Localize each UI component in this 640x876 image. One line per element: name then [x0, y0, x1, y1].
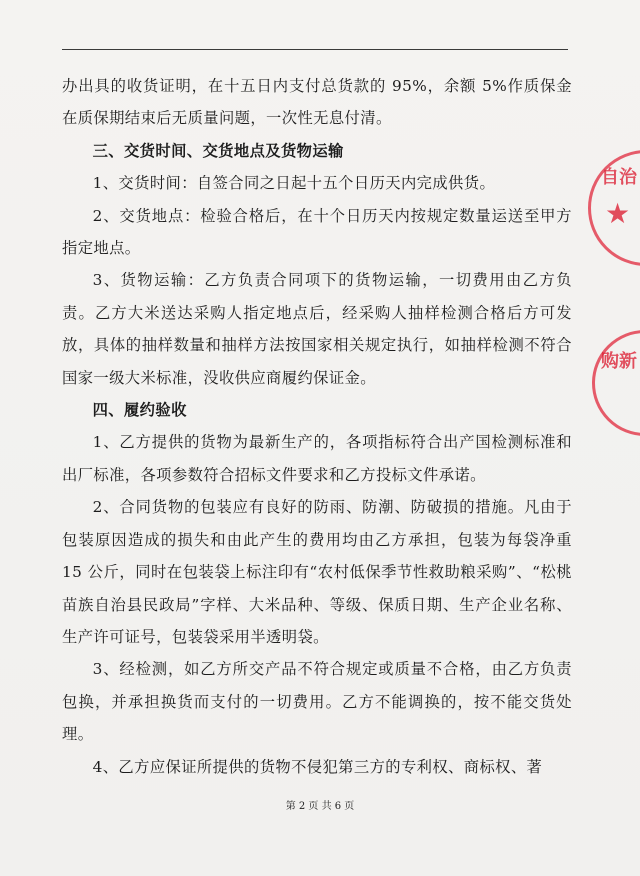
paragraph-acceptance-4: 4、乙方应保证所提供的货物不侵犯第三方的专利权、商标权、著: [92, 757, 543, 776]
red-seal-top: [588, 150, 640, 266]
heading-delivery: 三、交货时间、交货地点及货物运输: [92, 141, 344, 160]
paragraph-acceptance-2: 2、合同货物的包装应有良好的防雨、防潮、防破损的措施。凡由于包装原因造成的损失和由此产生的费用均由乙方承担，包装为每袋净重 15 公斤，同时在包装袋上标注印有“农村低保季节性救助粮采购”、“松桃苗族自治县民政局”字样、大米品种、等级、保质日期、生产企业名称、生产许可证号，包装袋采用半透明袋。: [62, 498, 572, 646]
paragraph-transport: 3、货物运输：乙方负责合同项下的货物运输，一切费用由乙方负责。乙方大米送达采购人指定地点后，经采购人抽样检测合格后方可发放，具体的抽样数量和抽样方法按国家相关规定执行，如抽样检测不符合国家一级大米标准，没收供应商履约保证金。: [62, 271, 572, 387]
paragraph-acceptance-1: 1、乙方提供的货物为最新生产的，各项指标符合出产国检测标准和出厂标准，各项参数符合招标文件要求和乙方投标文件承诺。: [62, 433, 572, 484]
paragraph-payment: 办出具的收货证明，在十五日内支付总货款的 95%，余额 5%作质保金在质保期结束后无质量问题，一次性无息付清。: [62, 77, 572, 128]
red-seal-bottom: [592, 330, 640, 436]
header-rule: [62, 49, 568, 50]
seal-text-bottom: 购新: [601, 351, 637, 372]
paragraph-acceptance-3: 3、经检测，如乙方所交产品不符合规定或质量不合格，由乙方负责包换，并承担换货而支付的一切费用。乙方不能调换的，按不能交货处理。: [62, 660, 572, 744]
seal-star-icon: ★: [605, 197, 631, 230]
page-number: 第 2 页 共 6 页: [285, 801, 355, 812]
seal-text-top: 自治: [601, 167, 637, 188]
paragraph-delivery-time: 1、交货时间：自签合同之日起十五个日历天内完成供货。: [92, 174, 496, 193]
heading-acceptance: 四、履约验收: [92, 401, 187, 420]
paragraph-delivery-place: 2、交货地点：检验合格后，在十个日历天内按规定数量运送至甲方指定地点。: [62, 206, 572, 258]
body-text: [62, 70, 572, 783]
